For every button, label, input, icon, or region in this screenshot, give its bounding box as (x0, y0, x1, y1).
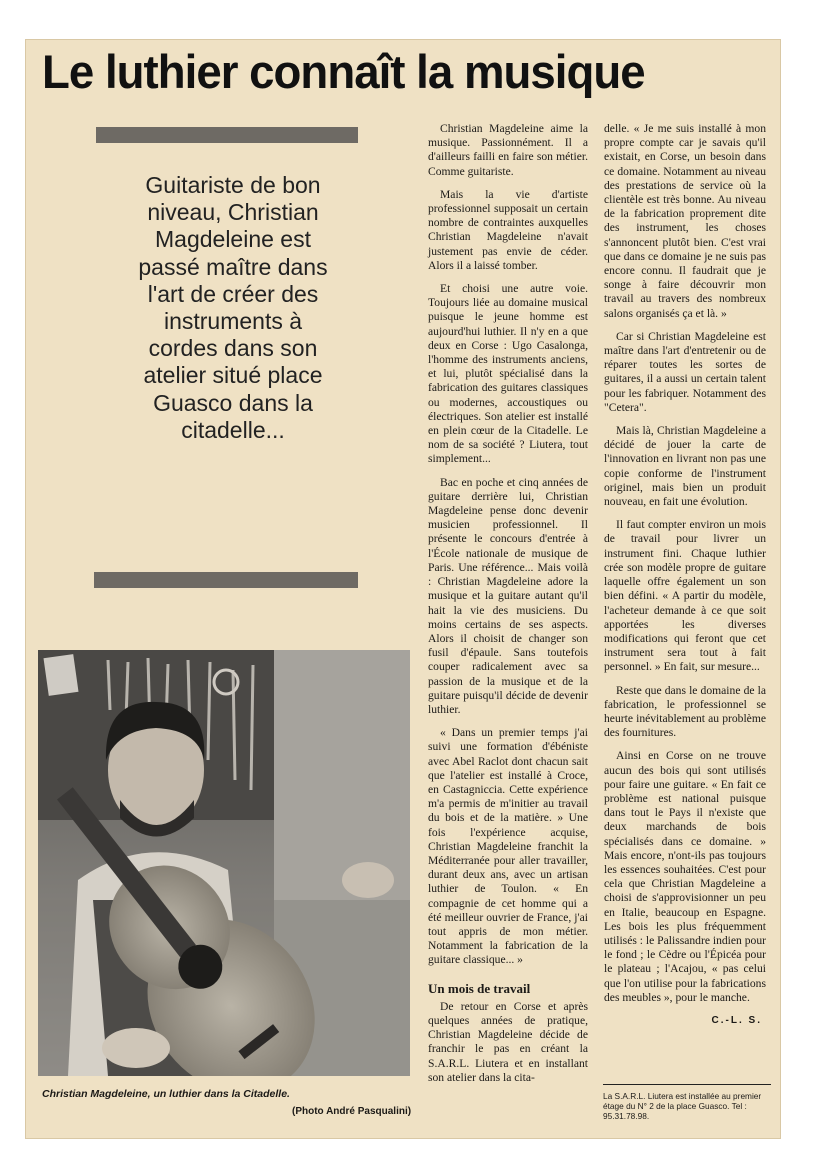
photo-credit: (Photo André Pasqualini) (292, 1106, 412, 1117)
info-box: La S.A.R.L. Liutera est installée au premier étage du N° 2 de la place Guasco. Tel : 95.31.78.98. (603, 1084, 771, 1121)
paragraph: Et choisi une autre voie. Toujours liée au domaine musical puisque le jeune homme est aujourd'hui luthier. Il n'y en a que deux en Corse : Ugo Casalonga, l'homme des instruments anciens, et lui, plutôt spécialisé dans la fabrication des guitares classiques ou modernes, accoustiques ou électriques. Son atelier est installé en plein cœur de la Citadelle. Le nom de sa société ? Liutera, tout simplement... (428, 282, 588, 466)
paragraph: delle. « Je me suis installé à mon propre compte car je savais qu'il existait, en Corse, un besoin dans ce domaine. Notamment au niveau des prestations de service où la clientèle est très bonne. Au niveau de la fabrication proprement dite des instrument, les choses s'annoncent plutôt bien. C'est vrai que dans ce domaine je ne suis pas encore connu. Il faudrait que je songe à faire découvrir mon travail au travers des nombreux salons organisés ça et là. » (604, 122, 766, 320)
paragraph: Ainsi en Corse on ne trouve aucun des bois qui sont utilisés pour faire une guitare. « En fait ce problème est national puisque dans tout le Pays il n'existe que deux marchands de bois spécialisés dans ce domaine. » Mais encore, n'ont-ils pas toujours les essences souhaitées. C'est pour cela que Christian Magdeleine a choisi de s'approvisionner un peu en Italie, beaucoup en Espagne. Les bois les plus fréquemment utilisés : le Palissandre indien pour le fond ; le Cèdre ou l'Épicéa pour le plateau ; l'Acajou, « pas celui que l'on utilise pour la fabrications des meubles », pour le manche. (604, 749, 766, 1004)
photo-illustration (38, 650, 410, 1076)
photo-luthier-with-guitar (38, 650, 410, 1076)
article-column-1 (428, 122, 588, 1094)
paragraph: Reste que dans le domaine de la fabrication, le professionnel se heurte inévitablement au problème des fournitures. (604, 683, 766, 740)
top-divider-bar (96, 127, 358, 143)
photo-caption: Christian Magdeleine, un luthier dans la Citadelle. (42, 1088, 290, 1100)
subheading: Un mois de travail (428, 980, 531, 996)
bottom-divider-bar (94, 572, 358, 588)
paragraph: De retour en Corse et après quelques années de pratique, Christian Magdeleine décide de franchir le pas en créant la S.A.R.L. Liutera et en installant son atelier dans la cita- (428, 999, 588, 1084)
lead-text: Guitariste de bon niveau, Christian Magdeleine est passé maître dans l'art de créer des instruments à cordes dans son atelier situé place Guasco dans la citadelle... (138, 172, 328, 443)
article-column-2 (604, 122, 766, 1028)
paragraph: Il faut compter environ un mois de travail pour livrer un instrument fini. Chaque luthier crée son modèle propre de guitare laquelle offre également un son bien défini. « A partir du modèle, l'acheteur demande à ce que soit apportées les diverses modifications qui feront que cet instrument sera tout à fait personnel. » En fait, sur mesure... (604, 518, 766, 674)
paragraph: Mais là, Christian Magdeleine a décidé de jouer la carte de l'innovation en livrant non pas une copie conforme de l'instrument originel, mais bien un produit nouveau, en fait une évolution. (604, 424, 766, 509)
paragraph: Car si Christian Magdeleine est maître dans l'art d'entretenir ou de réparer toutes les sortes de guitares, il a aussi un certain talent pour les fabriquer. Notamment des "Cetera". (604, 329, 766, 414)
headline: Le luthier connaît la musique (42, 45, 645, 98)
author-signature: C.-L. S. (711, 1014, 762, 1026)
paragraph: Mais la vie d'artiste professionnel supposait un certain nombre de contraintes auxquelles Christian Magdeleine n'avait justement pas envie de céder. Alors il a laissé tomber. (428, 187, 588, 272)
paragraph: « Dans un premier temps j'ai suivi une formation d'ébéniste avec Abel Raclot dont chacun sait que l'atelier est installé à Croce, en Castagniccia. Cette expérience m'a permis de m'initier au travail du bois et de la matière. » Une fois l'expérience acquise, Christian Magdeleine franchit la Méditerranée pour aller travailler, durant deux ans, avec un artisan luthier de Toulon. « En compagnie de cet homme qui a été meilleur ouvrier de France, j'ai tout appris de mon métier. Notamment la fabrication de la guitare classique... » (428, 726, 588, 967)
paragraph: Bac en poche et cinq années de guitare derrière lui, Christian Magdeleine pense donc devenir musicien professionnel. Il présente le concours d'entrée à l'École nationale de musique de Paris. Une référence... Mais voilà : Christian Magdeleine adore la musique et la guitare autant qu'il hait la vie des musiciens. Du moins certains de ses aspects. Alors il choisit de changer son fusil d'épaule. Sans toutefois couper radicalement avec sa passion de la musique et de la guitare puisqu'il décide de devenir luthier. (428, 475, 588, 716)
paragraph: Christian Magdeleine aime la musique. Passionnément. Il a d'ailleurs failli en faire son métier. Comme guitariste. (428, 122, 588, 178)
